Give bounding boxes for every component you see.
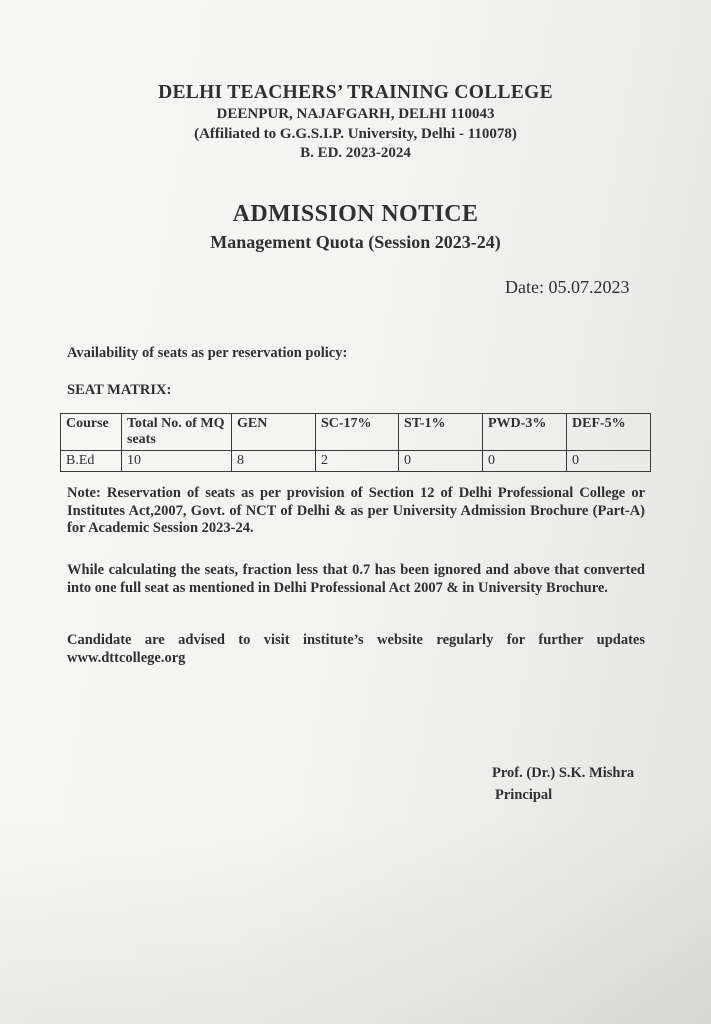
table-row <box>61 451 651 472</box>
cell-total-mq-seats: 10 <box>122 451 232 472</box>
cell-sc: 2 <box>316 451 399 472</box>
fraction-rule: While calculating the seats, fraction less that 0.7 has been ignored and above that converted into one full seat as mentioned in Delhi Professional Act 2007 & in University Brochure. <box>67 562 645 596</box>
column-header-sc: SC-17% <box>316 414 399 451</box>
college-address: DEENPUR, NAJAFGARH, DELHI 110043 <box>216 106 495 122</box>
cell-gen: 8 <box>232 451 316 472</box>
signatory-title: Principal <box>495 787 553 803</box>
column-header-course: Course <box>61 414 122 451</box>
seat-matrix-label: SEAT MATRIX: <box>67 382 172 398</box>
column-header-total-mq-seats: Total No. of MQ seats <box>122 414 232 451</box>
cell-course: B.Ed <box>61 451 122 472</box>
reservation-note: Note: Reservation of seats as per provision of Section 12 of Delhi Professional College or Institutes Act,2007, Govt. of NCT of Delhi & as per University Admission Brochure (Part-A) for Academic Session 2023-24. <box>67 485 645 536</box>
college-name: DELHI TEACHERS’ TRAINING COLLEGE <box>158 82 553 103</box>
affiliation-line: (Affiliated to G.G.S.I.P. University, Delhi - 110078) <box>194 126 517 142</box>
session-line: B. ED. 2023-2024 <box>300 145 411 161</box>
availability-statement: Availability of seats as per reservation policy: <box>67 345 348 361</box>
column-header-gen: GEN <box>232 414 316 451</box>
table-header-row <box>61 414 651 451</box>
notice-title: ADMISSION NOTICE <box>232 201 479 227</box>
column-header-def: DEF-5% <box>567 414 651 451</box>
paper-shadow <box>0 820 711 1024</box>
website-advice: Candidate are advised to visit institute’s website regularly for further updates www.dttcollege.org <box>67 632 645 666</box>
cell-def: 0 <box>567 451 651 472</box>
signatory-name: Prof. (Dr.) S.K. Mishra <box>492 765 635 781</box>
cell-st: 0 <box>399 451 483 472</box>
notice-subtitle: Management Quota (Session 2023-24) <box>210 232 501 252</box>
cell-pwd: 0 <box>483 451 567 472</box>
notice-date: Date: 05.07.2023 <box>505 277 630 297</box>
column-header-st: ST-1% <box>399 414 483 451</box>
seat-matrix-table <box>60 413 651 472</box>
column-header-pwd: PWD-3% <box>483 414 567 451</box>
